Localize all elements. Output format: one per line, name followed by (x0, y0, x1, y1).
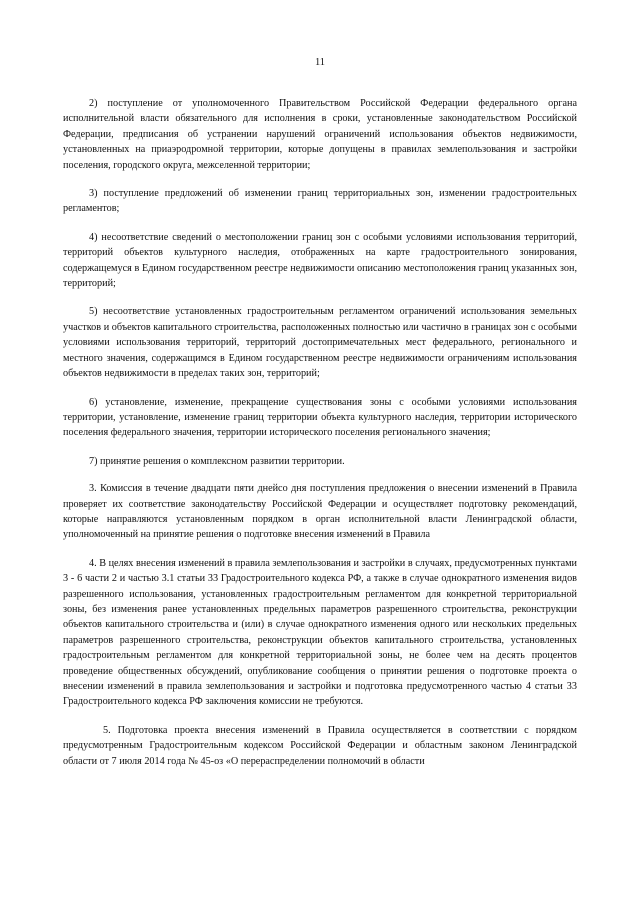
page-number: 11 (314, 57, 326, 68)
paragraph-item-3: 3) поступление предложений об изменении границ территориальных зон, изменении градостроительных регламентов; (63, 188, 577, 215)
paragraph-section-5: 5. Подготовка проекта внесения изменений в Правила осуществляется в соответствии с порядком предусмотренным Градостроительным кодексом Российской Федерации и областным законом Ленинградской области от 7 июля 2014 года № 45-оз «О перераспределении полномочий в области (63, 724, 577, 767)
paragraph-item-7: 7) принятие решения о комплексном развитии территории. (89, 455, 345, 467)
paragraph-item-5: 5) несоответствие установленных градостроительным регламентом ограничений использования земельных участков и объектов капитального строительства, расположенных полностью или частично в границах зон с особыми условиями использования территорий, территорий достопримечательных мест федерального, регионального и местного значения, содержащимся в Едином государственном реестре недвижимости ограничениям использования объектов недвижимости в пределах таких зон, территорий; (63, 306, 577, 380)
paragraph-item-2: 2) поступление от уполномоченного Правительством Российской Федерации федерального органа исполнительной власти обязательного для исполнения в сроки, установленные законодательством Российской Федерации, предписания об устранении нарушений ограничений использования объектов недвижимости, установленных на приаэродромной территории, которые допущены в правилах землепользования и застройки поселения, городского округа, межселенной территории; (63, 98, 577, 171)
paragraph-item-6: 6) установление, изменение, прекращение существования зоны с особыми условиями использования территории, установление, изменение границ территории объекта культурного наследия, территории исторического поселения федерального значения, территории исторического поселения регионального значения; (63, 396, 577, 439)
document-body (63, 96, 577, 782)
paragraph-section-4: 4. В целях внесения изменений в правила землепользования и застройки в случаях, предусмотренных пунктами 3 - 6 части 2 и частью 3.1 статьи 33 Градостроительного кодекса РФ, а также в случае однократного изменения видов разрешенного использования, установленных градостроительным регламентом для конкретной территориальной зоны, без изменения ранее установленных предельных параметров разрешенного строительства, реконструкции объектов капитального строительства и (или) в случае однократного изменения одного или нескольких предельных параметров разрешенного строительства, реконструкции объектов капитального строительства, установленных градостроительным регламентом для конкретной территориальной зоны, не более чем на десять процентов проведение общественных обсуждений, опубликование сообщения о принятии решения о подготовке проекта о внесении изменений в правила землепользования и застройки и подготовка предусмотренного частью 4 статьи 33 Градостроительного кодекса РФ заключения комиссии не требуются. (63, 557, 577, 708)
paragraph-item-4: 4) несоответствие сведений о местоположении границ зон с особыми условиями использования территорий, территорий объектов культурного наследия, отображенных на карте градостроительного зонирования, содержащемуся в Едином государственном реестре недвижимости описанию местоположения границ указанных зон, территорий; (63, 231, 577, 290)
paragraph-section-3: 3. Комиссия в течение двадцати пяти днейсо дня поступления предложения о внесении изменений в Правила проверяет их соответствие законодательству Российской Федерации и осуществляет подготовку рекомендаций, которые направляются установленным порядком в орган исполнительной власти Ленинградской области, уполномоченный на принятие решения о подготовке внесения изменений в Правила (63, 483, 577, 541)
